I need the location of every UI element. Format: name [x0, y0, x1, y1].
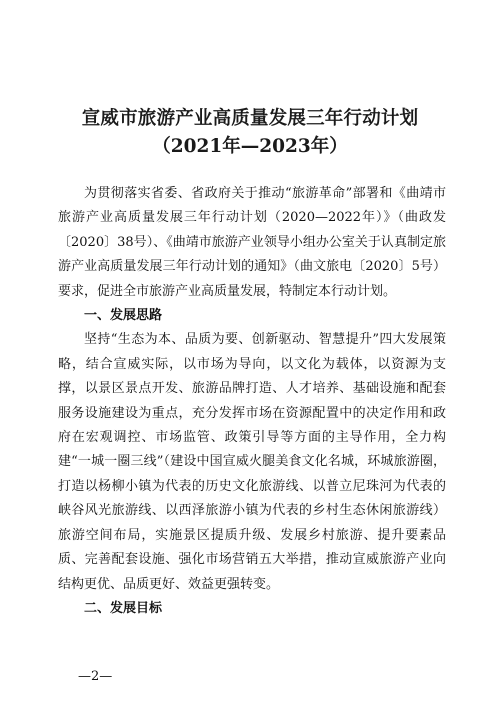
section-heading-development-idea: 一、发展思路: [84, 308, 163, 324]
page-number: —2—: [78, 669, 113, 684]
document-title: 宣威市旅游产业高质量发展三年行动计划: [81, 108, 419, 129]
document-subtitle: （2021年—2023年）: [152, 136, 348, 157]
document-body: [58, 182, 446, 621]
section-paragraph-development-idea: 坚持“生态为本、品质为要、创新驱动、智慧提升”四大发展策略，结合宣威实际，以市场为导向，以文化为载体，以资源为支撑，以景区景点开发、旅游品牌打造、人才培养、基础设施和配套服务设施建设为重点，充分发挥市场在资源配置中的决定作用和政府在宏观调控、市场监管、政策引导等方面的主导作用，全力构建“一城一圈三线”（建设中国宣威火腿美食文化名城，环城旅游圈，打造以杨柳小镇为代表的历史文化旅游线、以普立尼珠河为代表的峡谷风光旅游线、以西泽旅游小镇为代表的乡村生态休闲旅游线）旅游空间布局，实施景区提质升级、发展乡村旅游、提升要素品质、完善配套设施、强化市场营销五大举措，推动宣威旅游产业向结构更优、品质更好、效益更强转变。: [58, 332, 446, 592]
intro-paragraph: 为贯彻落实省委、省政府关于推动“旅游革命”部署和《曲靖市旅游产业高质量发展三年行动计划（2020—2022年）》（曲政发〔2020〕38号）、《曲靖市旅游产业领导小组办公室关于认真制定旅游产业高质量发展三年行动计划的通知》（曲文旅电〔2020〕5号）要求，促进全市旅游产业高质量发展，特制定本行动计划。: [58, 186, 446, 299]
section-heading-development-goal: 二、发展目标: [84, 600, 163, 616]
